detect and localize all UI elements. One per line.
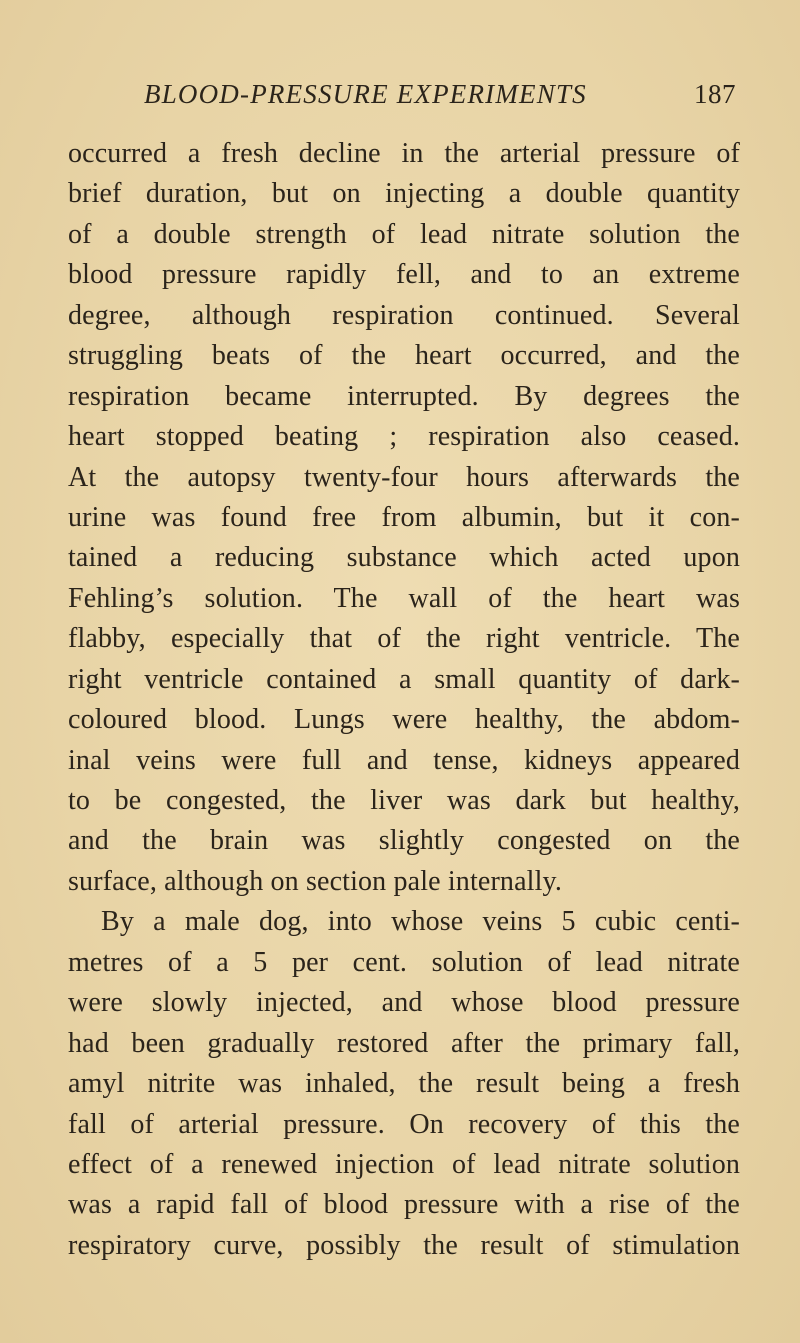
text-line: respiratory curve, possibly the result of stimulation (68, 1229, 740, 1261)
text-line: fall of arterial pressure. On recovery of this the (68, 1108, 740, 1140)
text-line: right ventricle contained a small quantity of dark- (68, 663, 740, 695)
text-line: heart stopped beating ; respiration also ceased. (68, 421, 740, 453)
text-line: to be congested, the liver was dark but healthy, (68, 785, 740, 816)
body-text (68, 134, 740, 1266)
text-line: amyl nitrite was inhaled, the result being a fresh (68, 1068, 740, 1100)
running-title: BLOOD-PRESSURE EXPERIMENTS (144, 79, 587, 109)
text-line: metres of a 5 per cent. solution of lead nitrate (68, 946, 740, 978)
running-head (144, 78, 736, 118)
text-line: blood pressure rapidly fell, and to an extreme (68, 259, 740, 291)
text-line: respiration became interrupted. By degrees the (68, 380, 740, 412)
text-line: tained a reducing substance which acted upon (68, 542, 740, 574)
text-line: effect of a renewed injection of lead nitrate solution (68, 1148, 740, 1180)
text-line: urine was found free from albumin, but it con- (68, 501, 740, 533)
text-line: struggling beats of the heart occurred, and the (68, 340, 740, 372)
text-line: surface, although on section pale internally. (68, 865, 562, 897)
text-line: and the brain was slightly congested on the (68, 825, 740, 857)
text-line: had been gradually restored after the primary fall, (68, 1027, 740, 1059)
text-line: were slowly injected, and whose blood pressure (68, 987, 740, 1019)
text-line: At the autopsy twenty-four hours afterwards the (68, 461, 740, 493)
text-line: brief duration, but on injecting a double quantity (68, 178, 740, 210)
text-line: was a rapid fall of blood pressure with a rise of the (68, 1189, 740, 1221)
page-number: 187 (694, 79, 736, 109)
text-line: Fehling’s solution. The wall of the heart was (68, 582, 740, 614)
text-line: degree, although respiration continued. Several (68, 299, 740, 331)
text-line: occurred a fresh decline in the arterial pressure of (68, 138, 740, 169)
text-line: of a double strength of lead nitrate solution the (68, 218, 740, 250)
text-line: flabby, especially that of the right ventricle. The (68, 623, 740, 655)
text-line: By a male dog, into whose veins 5 cubic centi- (101, 906, 740, 938)
text-line: coloured blood. Lungs were healthy, the abdom- (68, 704, 740, 736)
text-line: inal veins were full and tense, kidneys appeared (68, 744, 740, 776)
